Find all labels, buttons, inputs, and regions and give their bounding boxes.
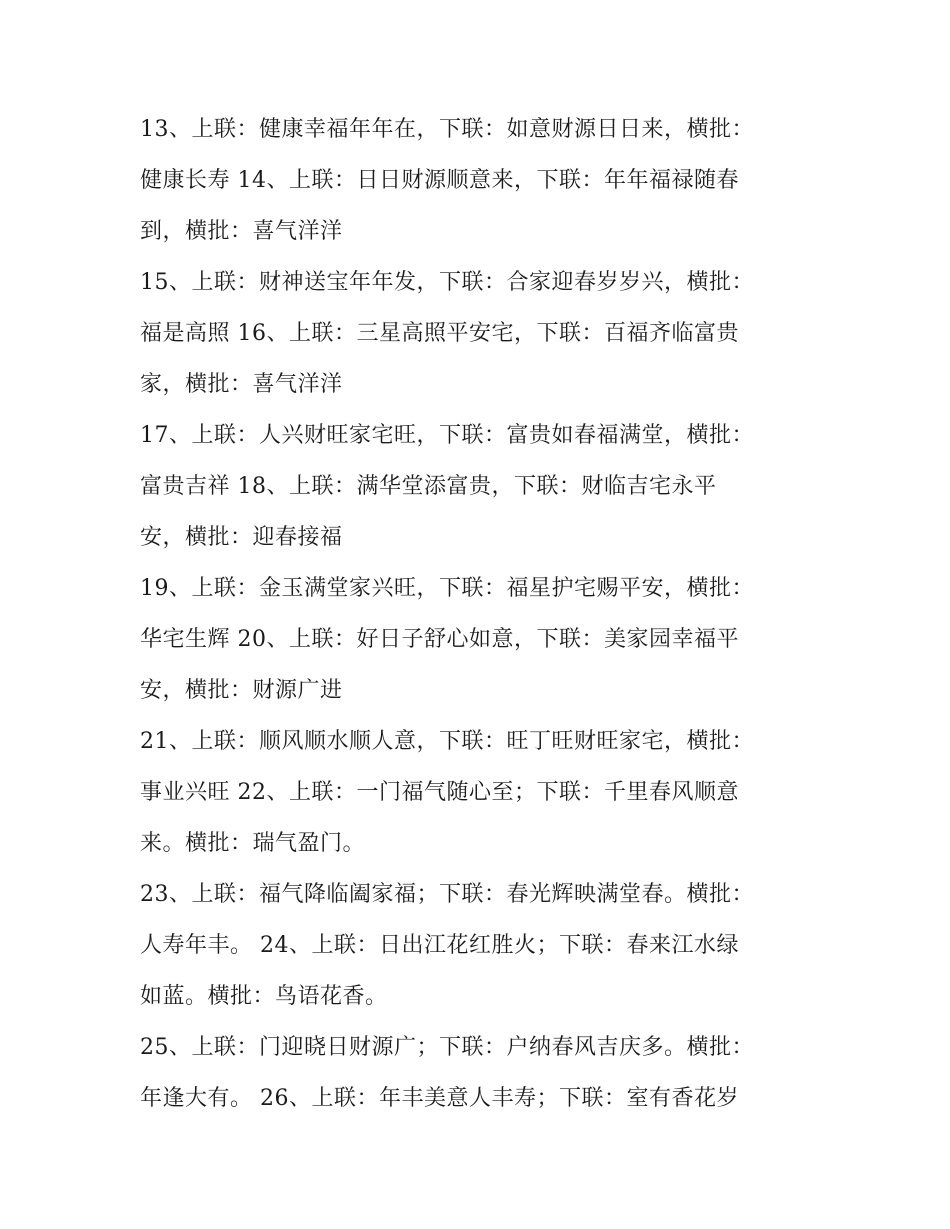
text-line: 来。横批：瑞气盈门。 bbox=[140, 831, 366, 856]
text-line: 23、上联：福气降临阖家福；下联：春光辉映满堂春。横批： bbox=[140, 882, 754, 907]
text-line: 如蓝。横批：鸟语花香。 bbox=[140, 984, 388, 1009]
text-line: 15、上联：财神送宝年年发，下联：合家迎春岁岁兴，横批： bbox=[140, 270, 754, 295]
text-line: 25、上联：门迎晓日财源广；下联：户纳春风吉庆多。横批： bbox=[140, 1035, 754, 1060]
text-line: 17、上联：人兴财旺家宅旺，下联：富贵如春福满堂，横批： bbox=[140, 423, 754, 448]
text-line: 13、上联：健康幸福年年在，下联：如意财源日日来，横批： bbox=[140, 117, 754, 142]
text-line: 家，横批：喜气洋洋 bbox=[140, 372, 343, 397]
couplet-text-block bbox=[140, 104, 820, 1124]
text-line: 事业兴旺 22、上联：一门福气随心至；下联：千里春风顺意 bbox=[140, 780, 739, 805]
text-line: 华宅生辉 20、上联：好日子舒心如意，下联：美家园幸福平 bbox=[140, 627, 739, 652]
text-line: 福是高照 16、上联：三星高照平安宅，下联：百福齐临富贵 bbox=[140, 321, 739, 346]
text-line: 19、上联：金玉满堂家兴旺，下联：福星护宅赐平安，横批： bbox=[140, 576, 754, 601]
text-line: 健康长寿 14、上联：日日财源顺意来，下联：年年福禄随春 bbox=[140, 168, 739, 193]
text-line: 21、上联：顺风顺水顺人意，下联：旺丁旺财旺家宅，横批： bbox=[140, 729, 754, 754]
text-line: 安，横批：迎春接福 bbox=[140, 525, 343, 550]
text-line: 安，横批：财源广进 bbox=[140, 678, 343, 703]
text-line: 人寿年丰。 24、上联：日出江花红胜火；下联：春来江水绿 bbox=[140, 933, 739, 958]
text-line: 富贵吉祥 18、上联：满华堂添富贵，下联：财临吉宅永平 bbox=[140, 474, 717, 499]
text-line: 到，横批：喜气洋洋 bbox=[140, 219, 343, 244]
text-line: 年逢大有。 26、上联：年丰美意人丰寿；下联：室有香花岁 bbox=[140, 1086, 739, 1111]
